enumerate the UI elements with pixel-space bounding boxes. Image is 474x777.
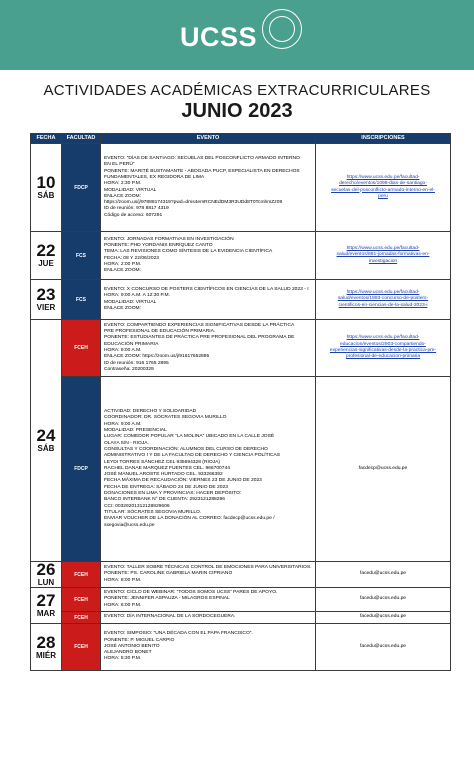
day-number: 10 [36, 173, 56, 192]
event-details [101, 280, 316, 320]
column-header-facultad: FACULTAD [62, 134, 101, 144]
registration-link[interactable]: salud/eventos/881-jornadas-formativas-en- [336, 252, 430, 258]
table-row [31, 320, 451, 377]
event-line: CONSULTAS Y COORDINACIÓN: ALUMNOS DEL CURSO DE DERECHO [104, 446, 268, 452]
event-line: Código de acceso: 607291 [104, 212, 163, 218]
date-cell [31, 588, 62, 624]
table-row [31, 612, 451, 624]
event-line: ACTIVIDAD: DERECHO Y SOLIDARIDAD [104, 409, 197, 415]
event-line: HORA: 9:00 A.M. A 12:30 P.M. [104, 293, 170, 299]
registration-link[interactable]: salud/eventos/1893-concurso-de-posters- [337, 296, 429, 302]
event-line: ENLACE ZOOM: [104, 193, 141, 199]
date-cell [31, 280, 62, 320]
table-row [31, 377, 451, 562]
contact-email[interactable]: facedu@ucss.edu.pe [359, 643, 407, 649]
event-details [101, 612, 316, 624]
registration-link[interactable]: derecho/eventos/1098-dias-de-santiago- [339, 181, 427, 187]
registration-link[interactable]: educacion/eventos/2903-compartiendo- [340, 341, 426, 347]
table-row [31, 280, 451, 320]
university-seal-icon [262, 9, 302, 49]
table-row [31, 588, 451, 612]
table-row [31, 562, 451, 588]
registration-link[interactable]: experiencias-significativas-desde-la-practica-pre- [329, 348, 437, 353]
event-line: JOSÉ MANUEL AROSTE HURTADO CEL. 933266392 [104, 472, 223, 478]
event-line: PONENTE: JENNIFER ASPAUZA - MILAGROS ESPINAL [104, 596, 230, 602]
event-line: EVENTO: “DÍAS DE SANTIAGO: SECUELAS DEL POSCONFLICTO ARMADO INTERNO [104, 156, 300, 162]
event-line: RACHEL DANAE MARQUEZ FUENTES CEL. 966700744 [104, 465, 230, 471]
event-line: HORA: 6:00 P.M. [104, 602, 142, 608]
event-details [101, 588, 316, 612]
event-line: EVENTO: COMPARTIENDO EXPERIENCIAS SIGNIFICATIVAS DESDE LA PRÁCTICA [104, 322, 295, 328]
weekday-label: MAR [36, 609, 56, 618]
day-number: 28 [36, 632, 56, 652]
registration-link[interactable]: https://www.ucss.edu.pe/facultad- [346, 246, 420, 252]
faculty-badge: FCEH [62, 562, 101, 588]
weekday-label: SÁB [37, 191, 55, 200]
event-line: FECHA MÁXIMA DE RECAUDACIÓN: VIERNES 23 DE JUNIO DE 2023 [104, 478, 262, 484]
faculty-badge: FCEH [62, 588, 101, 612]
event-line: ALEJANDRO BONET [104, 650, 152, 656]
date-cell [31, 320, 62, 562]
event-line: ENLACE ZOOM: [104, 268, 141, 274]
day-number: 22 [36, 241, 56, 260]
inscription-cell [316, 144, 451, 232]
faculty-badge: FCEH [62, 612, 101, 624]
event-line: ID de reunión: 978 8817 4319 [104, 206, 169, 212]
event-details [101, 320, 316, 377]
header-banner [0, 0, 474, 70]
inscription-cell [316, 624, 451, 671]
table-row [31, 232, 451, 280]
event-line: Contraseña: 20200329 [104, 366, 154, 372]
event-details [101, 562, 316, 588]
event-line: PONENTE: PS. CAROLINE GABRIELA MARIN CIPRIANO [104, 571, 233, 577]
event-line: EN EL PERÚ” [104, 162, 135, 168]
faculty-badge: FDCP [62, 377, 101, 562]
table-row [31, 144, 451, 232]
event-line: https://zoom.us/j/97888174319?pwd=dms4emRCNEdDM3R3UDd8T0TcmhmZz09 [104, 200, 283, 206]
inscription-cell [316, 612, 451, 624]
inscription-cell [316, 562, 451, 588]
event-details [101, 624, 316, 671]
event-line: EVENTO: CICLO DE WEBINAR: “TODOS SOMOS UCSS” PARES DE APOYO. [104, 590, 278, 596]
faculty-badge: FCS [62, 232, 101, 280]
event-line: HORA: 2:00 P.M. [104, 261, 142, 267]
event-details [101, 232, 316, 280]
inscription-cell [316, 320, 451, 377]
inscription-cell [316, 280, 451, 320]
event-line: FECHA DE ENTREGA: SÁBADO 24 DE JUNIO DE 2023 [104, 484, 228, 490]
event-line: TEMA: LAS REVISIONES COMO SÍNTESIS DE LA EVIDENCIA CIENTÍFICA [104, 249, 273, 255]
registration-link[interactable]: peru [378, 193, 388, 199]
event-line: ENVIAR VOUCHER DE LA DONACIÓN AL CORREO: facdecp@ucss.edu.pe / [104, 516, 275, 522]
event-line: HORA: 9:00 A.M. [104, 421, 142, 427]
day-number: 23 [36, 285, 56, 304]
event-line: PONENTE: ESTUDIANTES DE PRÁCTICA PRE PROFESIONAL DEL PROGRAMA DE [104, 335, 295, 341]
table-header-row [31, 134, 451, 144]
event-line: ENLACE ZOOM: https://zoom.us/j/91617652895 [104, 354, 210, 360]
inscription-cell [316, 588, 451, 612]
weekday-label: LUN [37, 578, 55, 587]
weekday-label: JUE [38, 259, 54, 268]
faculty-badge: FDCP [62, 144, 101, 232]
column-header-evento: EVENTO [101, 134, 316, 144]
registration-link[interactable]: https://www.ucss.edu.pe/facultad- [346, 335, 420, 341]
date-cell [31, 144, 62, 232]
registration-link[interactable]: https://www.ucss.edu.pe/facultad- [346, 174, 420, 180]
weekday-label: VIER [36, 303, 56, 312]
registration-link[interactable]: https://www.ucss.edu.pe/facultad- [346, 290, 420, 296]
registration-link[interactable]: profesional-de-educacion-primaria [345, 354, 421, 360]
event-line: HORA: 8:00 P.M. [104, 577, 142, 583]
event-line: EVENTO: TALLER SOBRE TÉCNICAS CONTROL DE EMOCIONES PARA UNIVERSITARIOS. [104, 565, 312, 571]
event-line: DONACIONES EN LIMA Y PROVINCIAS: HACER DEPÓSITO: [104, 491, 242, 497]
table-row [31, 624, 451, 671]
event-line: ENLACE ZOOM: [104, 305, 141, 311]
faculty-badge: FCEH [62, 320, 101, 377]
event-line: HORA: 9:00 A.M. [104, 348, 142, 353]
inscription-cell [316, 232, 451, 280]
event-line: MODALIDAD: VIRTUAL [104, 187, 157, 193]
contact-email[interactable]: facedu@ucss.edu.pe [359, 571, 407, 577]
date-cell [31, 232, 62, 280]
event-line: EVENTO: JORNADAS FORMATIVAS EN INVESTIGACIÓN [104, 236, 234, 242]
inscription-cell [316, 377, 451, 562]
faculty-badge: FCS [62, 280, 101, 320]
event-line: COORDINADOR: DR. SÓCRATES SEGOVIA MURILLO [104, 415, 227, 421]
weekday-label: SÁB [37, 444, 55, 453]
event-line: OLAYA S/N - RIOJA. [104, 440, 149, 446]
event-line: PONENTE: MARITÉ BUSTAMANTE - ABOGADA PUCP, ESPECIALISTA EN DERECHOS [104, 168, 300, 174]
event-line: PRE PROFESIONAL DE EDUCACIÓN PRIMARIA. [104, 329, 216, 335]
page-title: ACTIVIDADES ACADÉMICAS EXTRACURRICULARES [43, 82, 431, 99]
event-line: ADMINISTRATIVO I Y DE LA FACULTAD DE DERECHO Y CIENCIA POLÍTICAS [104, 453, 281, 459]
page-subtitle: JUNIO 2023 [181, 100, 293, 122]
weekday-label: MIÉR [36, 650, 56, 660]
event-details [101, 377, 316, 562]
event-line: LEYDI TORRES SÁNCHEZ CEL 935694328 (RIOJA) [104, 459, 220, 465]
contact-email[interactable]: facedu@ucss.edu.pe [359, 596, 407, 602]
event-line: EVENTO: X CONCURSO DE POSTERS CIENTÍFICOS EN CIENCIAS DE LA SALUD 2023 - I [104, 286, 309, 292]
event-line: JOSÉ ANTONIO BENITO [104, 643, 160, 649]
event-line: BANCO INTERBANK N° DE CUENTA: 2923121288296 [104, 497, 225, 503]
registration-link[interactable]: secuelas-del-posconflicto-armado-interno-en-el- [331, 187, 435, 193]
day-number: 26 [36, 560, 56, 579]
column-header-fecha: FECHA [31, 134, 62, 144]
event-line: FUNDAMENTALES, EX REGIDORA DE LIMA [104, 174, 205, 180]
event-line: LUGAR: COMEDOR POPULAR “LA MOLINA” UBICADO EN LA CALLE JOSÉ [104, 434, 275, 440]
contact-email[interactable]: facedu@ucss.edu.pe [359, 614, 407, 620]
registration-link[interactable]: cientificos-en-ciencias-de-la-salud-2023-i [338, 302, 428, 308]
day-number: 24 [36, 426, 56, 445]
event-line: MODALIDAD: PRESENCIAL [104, 428, 167, 434]
event-details [101, 144, 316, 232]
event-line: EVENTO: DÍA INTERNACIONAL DE LA SORDOCEGUERA. [104, 614, 236, 620]
date-cell [31, 562, 62, 588]
event-line: PONENTE: PHD YORDANIS ENRÍQUEZ CANTO [104, 242, 213, 248]
ucss-logo: UCSS [180, 22, 258, 52]
event-line: ID de reunión: 916 1765 2895 [104, 360, 169, 366]
event-line: EDUCACIÓN PRIMARIA [104, 341, 159, 347]
column-header-inscripciones: INSCRIPCIONES [316, 134, 451, 144]
event-line: HORA: 2:30 P.M. [104, 181, 142, 187]
registration-link[interactable]: investigacion [368, 258, 398, 264]
event-line: MODALIDAD: VIRTUAL [104, 299, 157, 305]
events-table [30, 133, 451, 671]
contact-email[interactable]: facdecp@ucss.edu.pe [358, 465, 408, 471]
date-cell [31, 624, 62, 671]
event-line: HORA: 5:30 P.M. [104, 656, 142, 662]
faculty-badge: FCEH [62, 624, 101, 671]
event-line: CCI: 00329201312128829606 [104, 503, 170, 509]
event-line: FECHA: 08 Y 22/06/2023 [104, 255, 160, 261]
event-line: PONENTE: P. MIGUEL CARPIO [104, 637, 175, 643]
event-line: EVENTO: SIMPOSIO: “UNA DÉCADA CON EL PAPA FRANCISCO”. [104, 631, 253, 637]
event-line: TITULAR: SÓCRATES SEGOVIA MURILLO. [104, 509, 202, 515]
event-line: ssegovia@ucss.edu.pe [104, 522, 155, 528]
day-number: 27 [36, 591, 56, 610]
